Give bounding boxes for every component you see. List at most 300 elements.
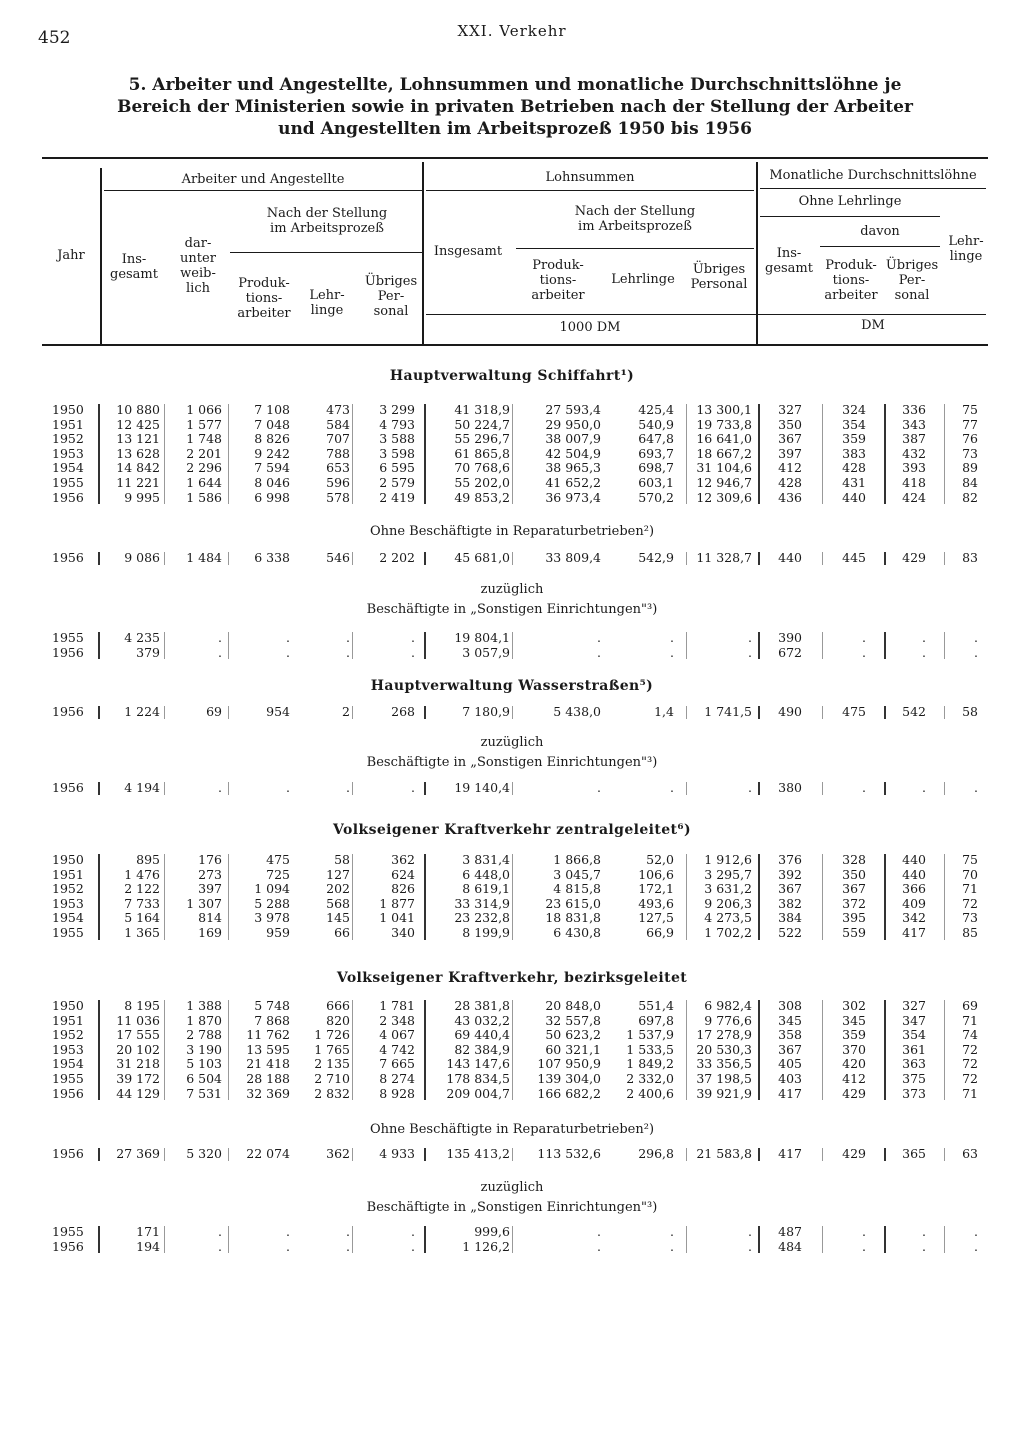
cell-year: 1955 — [52, 630, 84, 645]
cell-lohn-uebriges: 4 273,5 — [704, 910, 752, 926]
table-row — [0, 475, 1024, 490]
cell-lohn-uebriges: 31 104,6 — [696, 460, 752, 476]
cell-dl-produktion: 395 — [842, 910, 866, 926]
cell-dl-lehrlinge: 73 — [962, 910, 978, 926]
cell-uebriges-personal: . — [411, 780, 415, 795]
cell-insgesamt: 11 221 — [116, 475, 160, 490]
cell-dl-lehrlinge: 89 — [962, 460, 978, 476]
cell-lohn-produktion: 1 866,8 — [553, 852, 601, 867]
cell-darunter-weiblich: . — [218, 644, 222, 660]
cell-darunter-weiblich: 5 320 — [186, 1146, 222, 1161]
cell-dl-lehrlinge: 72 — [962, 1071, 978, 1086]
cell-lehrlinge: 473 — [326, 402, 350, 417]
table-row — [0, 1027, 1024, 1042]
cell-year: 1955 — [52, 475, 84, 490]
cell-uebriges-personal: 7 665 — [379, 1056, 415, 1072]
cell-year: 1951 — [52, 416, 84, 432]
header-darunter-weiblich: dar- unter weib- lich — [180, 236, 216, 296]
cell-lohn-produktion: 3 045,7 — [553, 866, 601, 882]
cell-dl-lehrlinge: 76 — [962, 431, 978, 447]
header-produktion-l: Produk- tions- arbeiter — [531, 258, 585, 303]
cell-lohn-insgesamt: 70 768,6 — [454, 460, 510, 476]
cell-lehrlinge: . — [346, 1238, 350, 1254]
subsection-note: Beschäftigte in „Sonstigen Einrichtungen"³) — [366, 755, 658, 770]
cell-dl-uebriges: 361 — [902, 1041, 926, 1057]
table-row — [0, 417, 1024, 432]
cell-lohn-uebriges: 17 278,9 — [696, 1027, 752, 1043]
cell-dl-insgesamt: 380 — [778, 780, 802, 795]
cell-dl-lehrlinge: . — [974, 644, 978, 660]
subsection-note: Beschäftigte in „Sonstigen Einrichtungen"³) — [366, 1200, 658, 1215]
table-row — [0, 1056, 1024, 1071]
cell-insgesamt: 895 — [136, 852, 160, 867]
cell-lohn-lehrlinge: 66,9 — [646, 925, 674, 940]
table-row — [0, 780, 1024, 795]
header-lehrlinge-l: Lehrlinge — [611, 272, 675, 287]
cell-year: 1950 — [52, 852, 84, 867]
table-row — [0, 1224, 1024, 1239]
cell-year: 1953 — [52, 895, 84, 911]
cell-lohn-uebriges: 12 946,7 — [696, 475, 752, 490]
header-group-mdl: Monatliche Durchschnittslöhne — [769, 168, 977, 183]
cell-produktionsarbeiter: 9 242 — [254, 445, 290, 461]
cell-produktionsarbeiter: . — [286, 644, 290, 660]
cell-lehrlinge: . — [346, 1224, 350, 1239]
cell-year: 1956 — [52, 644, 84, 660]
table-row — [0, 402, 1024, 417]
cell-year: 1950 — [52, 402, 84, 417]
cell-dl-uebriges: 354 — [902, 1027, 926, 1043]
cell-lehrlinge: 546 — [326, 550, 350, 565]
cell-dl-uebriges: . — [922, 1238, 926, 1254]
table-row — [0, 881, 1024, 896]
cell-dl-produktion: 412 — [842, 1071, 866, 1086]
cell-darunter-weiblich: . — [218, 780, 222, 795]
table-row — [0, 446, 1024, 461]
section-heading: Hauptverwaltung Wasserstraßen⁵) — [370, 678, 654, 694]
cell-uebriges-personal: 2 202 — [379, 550, 415, 565]
cell-year: 1956 — [52, 489, 84, 505]
cell-lohn-insgesamt: 3 057,9 — [462, 644, 510, 660]
cell-lehrlinge: 127 — [326, 866, 350, 882]
cell-insgesamt: 4 194 — [124, 780, 160, 795]
cell-produktionsarbeiter: 959 — [266, 925, 290, 940]
cell-uebriges-personal: 6 595 — [379, 460, 415, 476]
cell-produktionsarbeiter: 475 — [266, 852, 290, 867]
cell-year: 1952 — [52, 1027, 84, 1043]
cell-uebriges-personal: 362 — [391, 852, 415, 867]
cell-insgesamt: 9 995 — [124, 489, 160, 505]
cell-insgesamt: 5 164 — [124, 910, 160, 926]
cell-darunter-weiblich: 1 748 — [186, 431, 222, 447]
cell-lohn-lehrlinge: 127,5 — [638, 910, 674, 926]
cell-dl-uebriges: 409 — [902, 895, 926, 911]
cell-darunter-weiblich: 2 201 — [186, 445, 222, 461]
cell-dl-uebriges: 440 — [902, 866, 926, 882]
cell-lohn-lehrlinge: . — [670, 644, 674, 660]
cell-lohn-produktion: 60 321,1 — [545, 1041, 601, 1057]
cell-lohn-insgesamt: 19 804,1 — [454, 630, 510, 645]
cell-year: 1954 — [52, 460, 84, 476]
cell-darunter-weiblich: 1 388 — [186, 998, 222, 1013]
subsection-note: Ohne Beschäftigte in Reparaturbetrieben²) — [369, 524, 655, 539]
cell-lohn-lehrlinge: 693,7 — [638, 445, 674, 461]
cell-dl-insgesamt: 403 — [778, 1071, 802, 1086]
cell-dl-produktion: . — [862, 780, 866, 795]
cell-dl-insgesamt: 436 — [778, 489, 802, 505]
cell-year: 1956 — [52, 780, 84, 795]
header-lehrlinge-m: Lehr- linge — [948, 234, 984, 264]
header-divider-lohn — [756, 162, 758, 344]
cell-lohn-produktion: 4 815,8 — [553, 881, 601, 897]
cell-year: 1954 — [52, 1056, 84, 1072]
cell-dl-uebriges: . — [922, 630, 926, 645]
header-divider-aa — [422, 162, 424, 344]
cell-insgesamt: 1 224 — [124, 704, 160, 719]
cell-year: 1951 — [52, 1012, 84, 1028]
cell-dl-uebriges: 440 — [902, 852, 926, 867]
cell-dl-produktion: . — [862, 630, 866, 645]
header-insgesamt-l: Insgesamt — [433, 244, 503, 259]
header-produktion-m: Produk- tions- arbeiter — [824, 258, 878, 303]
cell-lehrlinge: 653 — [326, 460, 350, 476]
cell-lohn-produktion: 50 623,2 — [545, 1027, 601, 1043]
cell-dl-lehrlinge: 71 — [962, 1012, 978, 1028]
cell-dl-insgesamt: 522 — [778, 925, 802, 940]
cell-produktionsarbeiter: 6 338 — [254, 550, 290, 565]
cell-dl-insgesamt: 487 — [778, 1224, 802, 1239]
cell-lehrlinge: 666 — [326, 998, 350, 1013]
cell-lehrlinge: 568 — [326, 895, 350, 911]
header-jahr: Jahr — [57, 248, 85, 263]
cell-dl-uebriges: 327 — [902, 998, 926, 1013]
cell-lohn-lehrlinge: . — [670, 780, 674, 795]
cell-produktionsarbeiter: 7 108 — [254, 402, 290, 417]
cell-dl-uebriges: 432 — [902, 445, 926, 461]
table-row — [0, 998, 1024, 1013]
subsection-note: zuzüglich — [480, 582, 544, 597]
cell-lohn-lehrlinge: 172,1 — [638, 881, 674, 897]
cell-dl-lehrlinge: . — [974, 780, 978, 795]
cell-lohn-uebriges: 9 206,3 — [704, 895, 752, 911]
cell-year: 1952 — [52, 431, 84, 447]
cell-dl-lehrlinge: 75 — [962, 852, 978, 867]
cell-dl-produktion: 431 — [842, 475, 866, 490]
cell-lohn-insgesamt: 55 202,0 — [454, 475, 510, 490]
cell-dl-produktion: 440 — [842, 489, 866, 505]
cell-dl-produktion: 429 — [842, 1146, 866, 1161]
cell-insgesamt: 1 365 — [124, 925, 160, 940]
cell-dl-produktion: . — [862, 1224, 866, 1239]
cell-lohn-insgesamt: 7 180,9 — [462, 704, 510, 719]
cell-year: 1956 — [52, 704, 84, 719]
cell-dl-lehrlinge: 58 — [962, 704, 978, 719]
header-nach-stellung-a: Nach der Stellung im Arbeitsprozeß — [266, 206, 388, 236]
cell-insgesamt: 8 195 — [124, 998, 160, 1013]
cell-insgesamt: 4 235 — [124, 630, 160, 645]
cell-produktionsarbeiter: . — [286, 780, 290, 795]
cell-darunter-weiblich: 1 066 — [186, 402, 222, 417]
cell-lohn-uebriges: 1 702,2 — [704, 925, 752, 940]
cell-dl-produktion: . — [862, 644, 866, 660]
cell-lohn-insgesamt: 82 384,9 — [454, 1041, 510, 1057]
cell-produktionsarbeiter: 11 762 — [246, 1027, 290, 1043]
cell-lohn-lehrlinge: 570,2 — [638, 489, 674, 505]
cell-darunter-weiblich: 1 577 — [186, 416, 222, 432]
cell-dl-lehrlinge: 63 — [962, 1146, 978, 1161]
cell-lehrlinge: 2 710 — [314, 1071, 350, 1086]
cell-produktionsarbeiter: 22 074 — [246, 1146, 290, 1161]
cell-lohn-uebriges: 11 328,7 — [696, 550, 752, 565]
cell-lohn-lehrlinge: 52,0 — [646, 852, 674, 867]
cell-darunter-weiblich: 7 531 — [186, 1085, 222, 1101]
cell-lohn-produktion: 42 504,9 — [545, 445, 601, 461]
cell-lohn-lehrlinge: . — [670, 1238, 674, 1254]
header-top-rule — [42, 157, 988, 159]
header-insgesamt-m: Ins- gesamt — [765, 246, 813, 276]
cell-uebriges-personal: 340 — [391, 925, 415, 940]
header-rule-stellung-l — [516, 248, 754, 249]
cell-lohn-uebriges: . — [748, 1224, 752, 1239]
cell-lohn-lehrlinge: 1,4 — [654, 704, 674, 719]
cell-produktionsarbeiter: 32 369 — [246, 1085, 290, 1101]
cell-lohn-lehrlinge: 1 533,5 — [626, 1041, 674, 1057]
cell-insgesamt: 20 102 — [116, 1041, 160, 1057]
cell-year: 1952 — [52, 881, 84, 897]
table-row — [0, 645, 1024, 660]
cell-year: 1956 — [52, 550, 84, 565]
subsection-note: Ohne Beschäftigte in Reparaturbetrieben²) — [369, 1122, 655, 1137]
cell-produktionsarbeiter: . — [286, 1238, 290, 1254]
header-unit-lohn: 1000 DM — [559, 320, 621, 335]
cell-year: 1956 — [52, 1238, 84, 1254]
cell-lehrlinge: 578 — [326, 489, 350, 505]
cell-dl-produktion: 302 — [842, 998, 866, 1013]
table-row — [0, 1042, 1024, 1057]
subsection-note: Beschäftigte in „Sonstigen Einrichtungen"³) — [366, 602, 658, 617]
header-lehrlinge-a: Lehr- linge — [309, 288, 345, 318]
cell-lohn-insgesamt: 6 448,0 — [462, 866, 510, 882]
cell-lohn-produktion: 107 950,9 — [537, 1056, 601, 1072]
cell-lehrlinge: . — [346, 630, 350, 645]
header-rule-stellung-a — [230, 252, 422, 253]
cell-dl-uebriges: 375 — [902, 1071, 926, 1086]
cell-dl-insgesamt: 428 — [778, 475, 802, 490]
cell-lohn-insgesamt: 61 865,8 — [454, 445, 510, 461]
cell-lehrlinge: 2 — [342, 704, 350, 719]
cell-dl-lehrlinge: 69 — [962, 998, 978, 1013]
table-row — [0, 1146, 1024, 1161]
table-row — [0, 1071, 1024, 1086]
cell-uebriges-personal: 4 067 — [379, 1027, 415, 1043]
cell-lohn-produktion: 18 831,8 — [545, 910, 601, 926]
cell-lohn-insgesamt: 50 224,7 — [454, 416, 510, 432]
cell-lohn-lehrlinge: 551,4 — [638, 998, 674, 1013]
cell-dl-uebriges: . — [922, 780, 926, 795]
cell-lehrlinge: 362 — [326, 1146, 350, 1161]
cell-produktionsarbeiter: 1 094 — [254, 881, 290, 897]
cell-lohn-insgesamt: 45 681,0 — [454, 550, 510, 565]
cell-produktionsarbeiter: 8 826 — [254, 431, 290, 447]
cell-dl-lehrlinge: 71 — [962, 1085, 978, 1101]
cell-dl-lehrlinge: 85 — [962, 925, 978, 940]
cell-darunter-weiblich: 1 586 — [186, 489, 222, 505]
cell-dl-uebriges: 342 — [902, 910, 926, 926]
cell-dl-uebriges: 429 — [902, 550, 926, 565]
cell-darunter-weiblich: 1 484 — [186, 550, 222, 565]
cell-lohn-lehrlinge: 1 537,9 — [626, 1027, 674, 1043]
cell-darunter-weiblich: 69 — [206, 704, 222, 719]
cell-dl-produktion: . — [862, 1238, 866, 1254]
cell-dl-lehrlinge: 77 — [962, 416, 978, 432]
cell-uebriges-personal: 3 598 — [379, 445, 415, 461]
cell-darunter-weiblich: 3 190 — [186, 1041, 222, 1057]
cell-lohn-produktion: 38 007,9 — [545, 431, 601, 447]
cell-lohn-insgesamt: 8 619,1 — [462, 881, 510, 897]
page-number: 452 — [38, 28, 71, 48]
cell-dl-lehrlinge: 82 — [962, 489, 978, 505]
cell-uebriges-personal: . — [411, 1238, 415, 1254]
cell-dl-uebriges: 542 — [902, 704, 926, 719]
cell-dl-lehrlinge: 72 — [962, 895, 978, 911]
header-rule-davon — [820, 246, 940, 247]
cell-darunter-weiblich: . — [218, 630, 222, 645]
cell-lohn-produktion: 32 557,8 — [545, 1012, 601, 1028]
cell-lohn-produktion: . — [597, 630, 601, 645]
cell-dl-insgesamt: 358 — [778, 1027, 802, 1043]
cell-year: 1951 — [52, 866, 84, 882]
cell-insgesamt: 379 — [136, 644, 160, 660]
cell-lohn-insgesamt: 19 140,4 — [454, 780, 510, 795]
cell-year: 1953 — [52, 445, 84, 461]
cell-dl-insgesamt: 484 — [778, 1238, 802, 1254]
header-nach-stellung-l: Nach der Stellung im Arbeitsprozeß — [574, 204, 696, 234]
cell-lohn-lehrlinge: 698,7 — [638, 460, 674, 476]
table-row — [0, 490, 1024, 505]
cell-dl-produktion: 328 — [842, 852, 866, 867]
cell-dl-produktion: 428 — [842, 460, 866, 476]
header-rule-aa — [104, 190, 422, 191]
section-heading: Hauptverwaltung Schiffahrt¹) — [389, 368, 635, 384]
header-rule-mdl — [760, 188, 986, 189]
cell-insgesamt: 171 — [136, 1224, 160, 1239]
cell-darunter-weiblich: 273 — [198, 866, 222, 882]
cell-lohn-produktion: 29 950,0 — [545, 416, 601, 432]
cell-lehrlinge: 1 765 — [314, 1041, 350, 1057]
cell-lohn-produktion: 33 809,4 — [545, 550, 601, 565]
cell-darunter-weiblich: 1 870 — [186, 1012, 222, 1028]
cell-dl-insgesamt: 405 — [778, 1056, 802, 1072]
table-row — [0, 1239, 1024, 1254]
cell-darunter-weiblich: 169 — [198, 925, 222, 940]
cell-lohn-lehrlinge: 2 332,0 — [626, 1071, 674, 1086]
cell-produktionsarbeiter: . — [286, 630, 290, 645]
cell-lohn-insgesamt: 143 147,6 — [446, 1056, 510, 1072]
table-row — [0, 1086, 1024, 1101]
cell-dl-lehrlinge: 83 — [962, 550, 978, 565]
cell-produktionsarbeiter: 13 595 — [246, 1041, 290, 1057]
header-group-lohn: Lohnsummen — [545, 170, 635, 185]
cell-uebriges-personal: 3 588 — [379, 431, 415, 447]
cell-year: 1953 — [52, 1041, 84, 1057]
cell-lohn-uebriges: 6 982,4 — [704, 998, 752, 1013]
cell-dl-insgesamt: 367 — [778, 881, 802, 897]
cell-dl-uebriges: 387 — [902, 431, 926, 447]
cell-year: 1956 — [52, 1146, 84, 1161]
cell-produktionsarbeiter: 725 — [266, 866, 290, 882]
cell-lohn-uebriges: . — [748, 630, 752, 645]
cell-lohn-insgesamt: 1 126,2 — [462, 1238, 510, 1254]
cell-dl-lehrlinge: 75 — [962, 402, 978, 417]
cell-lohn-uebriges: . — [748, 1238, 752, 1254]
cell-lohn-insgesamt: 49 853,2 — [454, 489, 510, 505]
cell-lohn-lehrlinge: . — [670, 1224, 674, 1239]
cell-uebriges-personal: 4 933 — [379, 1146, 415, 1161]
cell-lohn-insgesamt: 41 318,9 — [454, 402, 510, 417]
cell-insgesamt: 44 129 — [116, 1085, 160, 1101]
header-produktion-a: Produk- tions- arbeiter — [237, 276, 291, 321]
cell-uebriges-personal: 268 — [391, 704, 415, 719]
cell-darunter-weiblich: . — [218, 1238, 222, 1254]
cell-produktionsarbeiter: 7 868 — [254, 1012, 290, 1028]
cell-dl-insgesamt: 384 — [778, 910, 802, 926]
table-row — [0, 852, 1024, 867]
cell-insgesamt: 17 555 — [116, 1027, 160, 1043]
cell-dl-uebriges: 336 — [902, 402, 926, 417]
cell-lehrlinge: 596 — [326, 475, 350, 490]
cell-lohn-insgesamt: 69 440,4 — [454, 1027, 510, 1043]
cell-lohn-produktion: 27 593,4 — [545, 402, 601, 417]
header-rule-units — [426, 314, 986, 315]
cell-lohn-produktion: 139 304,0 — [537, 1071, 601, 1086]
cell-dl-produktion: 383 — [842, 445, 866, 461]
cell-lohn-lehrlinge: 425,4 — [638, 402, 674, 417]
cell-insgesamt: 10 880 — [116, 402, 160, 417]
header-uebriges-l: Übriges Personal — [690, 262, 748, 292]
cell-lohn-uebriges: 21 583,8 — [696, 1146, 752, 1161]
cell-lohn-insgesamt: 178 834,5 — [446, 1071, 510, 1086]
cell-lehrlinge: 202 — [326, 881, 350, 897]
cell-lohn-insgesamt: 28 381,8 — [454, 998, 510, 1013]
cell-dl-lehrlinge: 72 — [962, 1041, 978, 1057]
cell-dl-uebriges: 343 — [902, 416, 926, 432]
cell-dl-uebriges: 347 — [902, 1012, 926, 1028]
cell-lohn-produktion: . — [597, 780, 601, 795]
header-uebriges-m: Übriges Per- sonal — [885, 258, 939, 303]
cell-lohn-lehrlinge: 106,6 — [638, 866, 674, 882]
header-rule-lohn — [426, 190, 754, 191]
cell-dl-insgesamt: 392 — [778, 866, 802, 882]
cell-lohn-uebriges: 16 641,0 — [696, 431, 752, 447]
cell-year: 1955 — [52, 1224, 84, 1239]
cell-lohn-produktion: 36 973,4 — [545, 489, 601, 505]
cell-lohn-insgesamt: 209 004,7 — [446, 1085, 510, 1101]
cell-dl-produktion: 367 — [842, 881, 866, 897]
cell-dl-uebriges: 418 — [902, 475, 926, 490]
cell-uebriges-personal: 4 793 — [379, 416, 415, 432]
cell-dl-insgesamt: 376 — [778, 852, 802, 867]
cell-produktionsarbeiter: 7 594 — [254, 460, 290, 476]
cell-dl-uebriges: 424 — [902, 489, 926, 505]
section-heading: Volkseigener Kraftverkehr zentralgeleitet⁶) — [333, 822, 691, 838]
cell-dl-uebriges: 417 — [902, 925, 926, 940]
cell-lohn-uebriges: 3 631,2 — [704, 881, 752, 897]
cell-lehrlinge: 58 — [334, 852, 350, 867]
cell-dl-produktion: 429 — [842, 1085, 866, 1101]
cell-dl-insgesamt: 440 — [778, 550, 802, 565]
cell-lohn-uebriges: 12 309,6 — [696, 489, 752, 505]
cell-dl-uebriges: 365 — [902, 1146, 926, 1161]
